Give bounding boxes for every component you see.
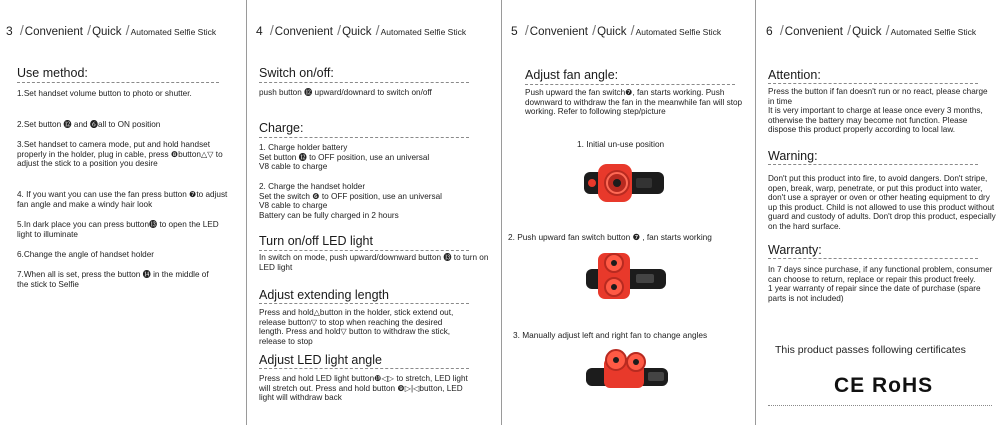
header-convenient: Convenient bbox=[274, 26, 333, 38]
device-photo-initial bbox=[584, 152, 664, 214]
step-3: 3.Set handset to camera mode, put and hold handset properly in the holder, plug in cable, press ❽button△▽ to adjust the stick to a position you desire bbox=[17, 140, 223, 169]
caption-1: 1. Initial un-use position bbox=[577, 139, 665, 149]
section-underline bbox=[259, 137, 469, 138]
header-product: Automated Selfie Stick bbox=[635, 27, 722, 37]
led-angle-text: Press and hold LED light button❿◁▷ to stretch, LED light will stretch out. Press and hold button ❾▷|◁button, LED light will withdraw back bbox=[259, 374, 468, 403]
certification-marks: CE RoHS bbox=[834, 374, 934, 397]
header-quick: Quick bbox=[92, 26, 122, 38]
warranty-text: In 7 days since purchase, if any functional problem, consumer can choose to return, replace or repair this product freely. 1 year warranty of repair since the date of purchase (spare parts is not included) bbox=[768, 265, 993, 303]
step-5: 5.In dark place you can press button⓭ to open the LED light to illuminate bbox=[17, 220, 219, 239]
header-product: Automated Selfie Stick bbox=[380, 27, 467, 37]
attention-text: Press the button if fan doesn't run or no react, please charge in time It is very important to charge at lease once every 3 months, otherwise the battery may become not function. Please dispose this product properly according to local law. bbox=[768, 87, 988, 135]
section-title-fan-angle: Adjust fan angle: bbox=[525, 68, 619, 82]
section-underline bbox=[259, 368, 469, 369]
caption-2: 2. Push upward fan switch button ❼ , fan starts working bbox=[508, 232, 712, 242]
page-header: 4 /Convenient /Quick /Automated Selfie Stick bbox=[256, 22, 467, 38]
section-underline bbox=[525, 84, 735, 85]
step-6: 6.Change the angle of handset holder bbox=[17, 250, 155, 259]
page-5 bbox=[502, 0, 755, 425]
header-quick: Quick bbox=[597, 26, 627, 38]
section-underline bbox=[17, 82, 219, 83]
section-underline bbox=[259, 82, 469, 83]
section-title-switch: Switch on/off: bbox=[259, 66, 334, 80]
section-title-warranty: Warranty: bbox=[768, 243, 822, 257]
page-header: 6 /Convenient /Quick /Automated Selfie Stick bbox=[766, 22, 977, 38]
page-number: 6 bbox=[766, 24, 773, 38]
page-header: 3 /Convenient /Quick /Automated Selfie Stick bbox=[6, 22, 217, 38]
header-convenient: Convenient bbox=[529, 26, 588, 38]
header-product: Automated Selfie Stick bbox=[890, 27, 977, 37]
charge-step-1: 1. Charge holder battery Set button ⓬ to OFF position, use an universal V8 cable to charge bbox=[259, 143, 430, 172]
page-6 bbox=[756, 0, 1000, 425]
section-title-charge: Charge: bbox=[259, 121, 304, 135]
section-title-use-method: Use method: bbox=[17, 66, 88, 80]
section-title-extend: Adjust extending length bbox=[259, 288, 389, 302]
page-number: 4 bbox=[256, 24, 263, 38]
section-underline bbox=[768, 258, 978, 259]
section-underline bbox=[768, 83, 978, 84]
header-quick: Quick bbox=[342, 26, 372, 38]
fan-intro-text: Push upward the fan switch❼, fan starts working. Push downward to withdraw the fan in the meanwhile fan will stop working. Refer to following step/picture bbox=[525, 88, 743, 117]
section-title-attention: Attention: bbox=[768, 68, 821, 82]
section-title-led: Turn on/off LED light bbox=[259, 234, 373, 248]
step-2: 2.Set button ⓬ and ❻all to ON position bbox=[17, 120, 161, 129]
page-4 bbox=[247, 0, 501, 425]
section-title-led-angle: Adjust LED light angle bbox=[259, 353, 382, 367]
header-quick: Quick bbox=[852, 26, 882, 38]
led-text: In switch on mode, push upward/downward button ⓭ to turn on LED light bbox=[259, 253, 489, 272]
page-number: 3 bbox=[6, 24, 13, 38]
header-product: Automated Selfie Stick bbox=[130, 27, 217, 37]
page-header: 5 /Convenient /Quick /Automated Selfie Stick bbox=[511, 22, 722, 38]
page-3 bbox=[0, 0, 246, 425]
header-convenient: Convenient bbox=[784, 26, 843, 38]
section-underline bbox=[259, 250, 469, 251]
certificates-underline bbox=[768, 405, 992, 406]
warning-text: Don't put this product into fire, to avoid dangers. Don't stripe, open, break, warp, penetrate, or put this product into water, don't use a sprayer or oven or other heating equipment to dry up this product. Child is not allowed to use this product without guard and custody of adults. Don't drop this product, especially on the hard surface. bbox=[768, 174, 996, 231]
device-photo-fan-open bbox=[586, 245, 666, 307]
extend-text: Press and hold△button in the holder, stick extend out, release button▽ to stop when reaching the desired length. Press and hold▽ button to withdraw the stick, release to stop bbox=[259, 308, 454, 346]
caption-3: 3. Manually adjust left and right fan to change angles bbox=[513, 330, 708, 340]
certificates-title: This product passes following certificates bbox=[775, 344, 966, 356]
charge-step-2: 2. Charge the handset holder Set the switch ❻ to OFF position, use an universal V8 cable to charge Battery can be fully charged in 2 hours bbox=[259, 182, 442, 220]
step-1: 1.Set handset volume button to photo or shutter. bbox=[17, 89, 192, 98]
switch-text: push button ⓬ upward/downard to switch on/off bbox=[259, 88, 432, 97]
page-number: 5 bbox=[511, 24, 518, 38]
section-underline bbox=[768, 164, 978, 165]
section-underline bbox=[259, 303, 469, 304]
header-convenient: Convenient bbox=[24, 26, 83, 38]
device-photo-fan-adjust bbox=[586, 342, 668, 404]
section-title-warning: Warning: bbox=[768, 149, 818, 163]
step-4: 4. If you want you can use the fan press button ❼to adjust fan angle and make a windy hair look bbox=[17, 190, 228, 209]
step-7: 7.When all is set, press the button ⓮ in the middle of the stick to Selfie bbox=[17, 270, 209, 289]
